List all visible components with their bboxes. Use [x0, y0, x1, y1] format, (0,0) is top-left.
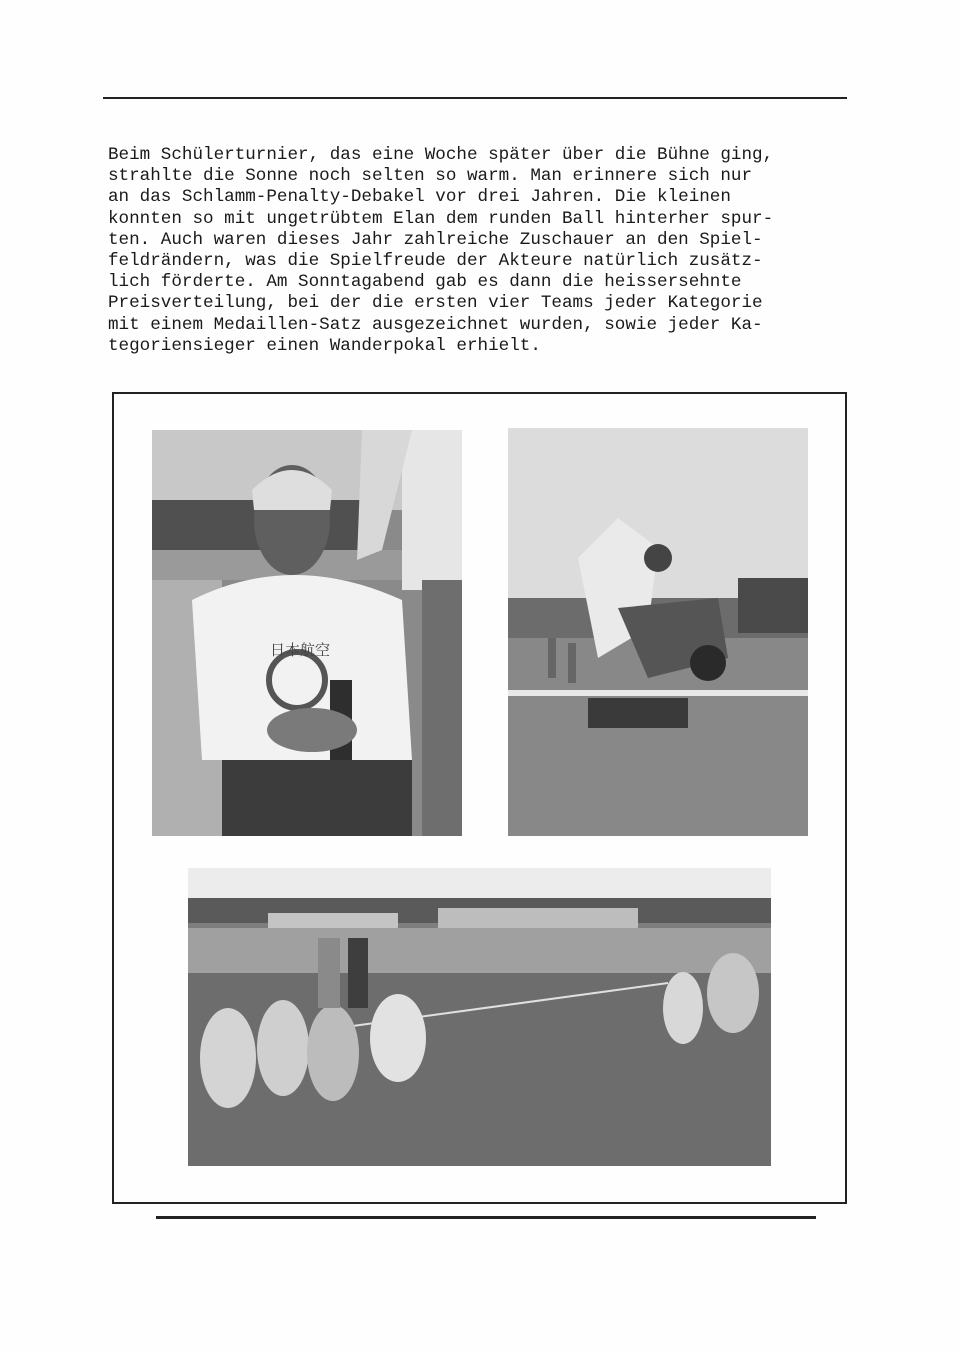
- bottom-rule: [156, 1216, 816, 1219]
- article-line: tegoriensieger einen Wanderpokal erhielt.: [108, 335, 541, 356]
- article-line: feldrändern, was die Spielfreude der Akteure natürlich zusätz-: [108, 251, 763, 272]
- photo-tug-of-war: [188, 868, 771, 1166]
- article-line: konnten so mit ungetrübtem Elan dem runden Ball hinterher spur-: [108, 208, 774, 229]
- article-line: an das Schlamm-Penalty-Debakel vor drei Jahren. Die kleinen: [108, 187, 731, 208]
- article-text: [108, 145, 868, 357]
- article-line: Beim Schülerturnier, das eine Woche später über die Bühne ging,: [108, 145, 774, 165]
- article-line: lich förderte. Am Sonntagabend gab es dann die heissersehnte: [108, 272, 742, 293]
- article-line: mit einem Medaillen-Satz ausgezeichnet wurden, sowie jeder Ka-: [108, 314, 763, 335]
- top-rule: [103, 97, 847, 99]
- photo-man-with-bottle: [152, 430, 462, 836]
- article-line: strahlte die Sonne noch selten so warm. Man erinnere sich nur: [108, 166, 753, 187]
- article-line: Preisverteilung, bei der die ersten vier Teams jeder Kategorie: [108, 293, 763, 314]
- photo-wheelbarrow-race: [508, 428, 808, 836]
- shirt-print: 日本航空: [270, 641, 331, 659]
- article-line: ten. Auch waren dieses Jahr zahlreiche Zuschauer an den Spiel-: [108, 229, 763, 250]
